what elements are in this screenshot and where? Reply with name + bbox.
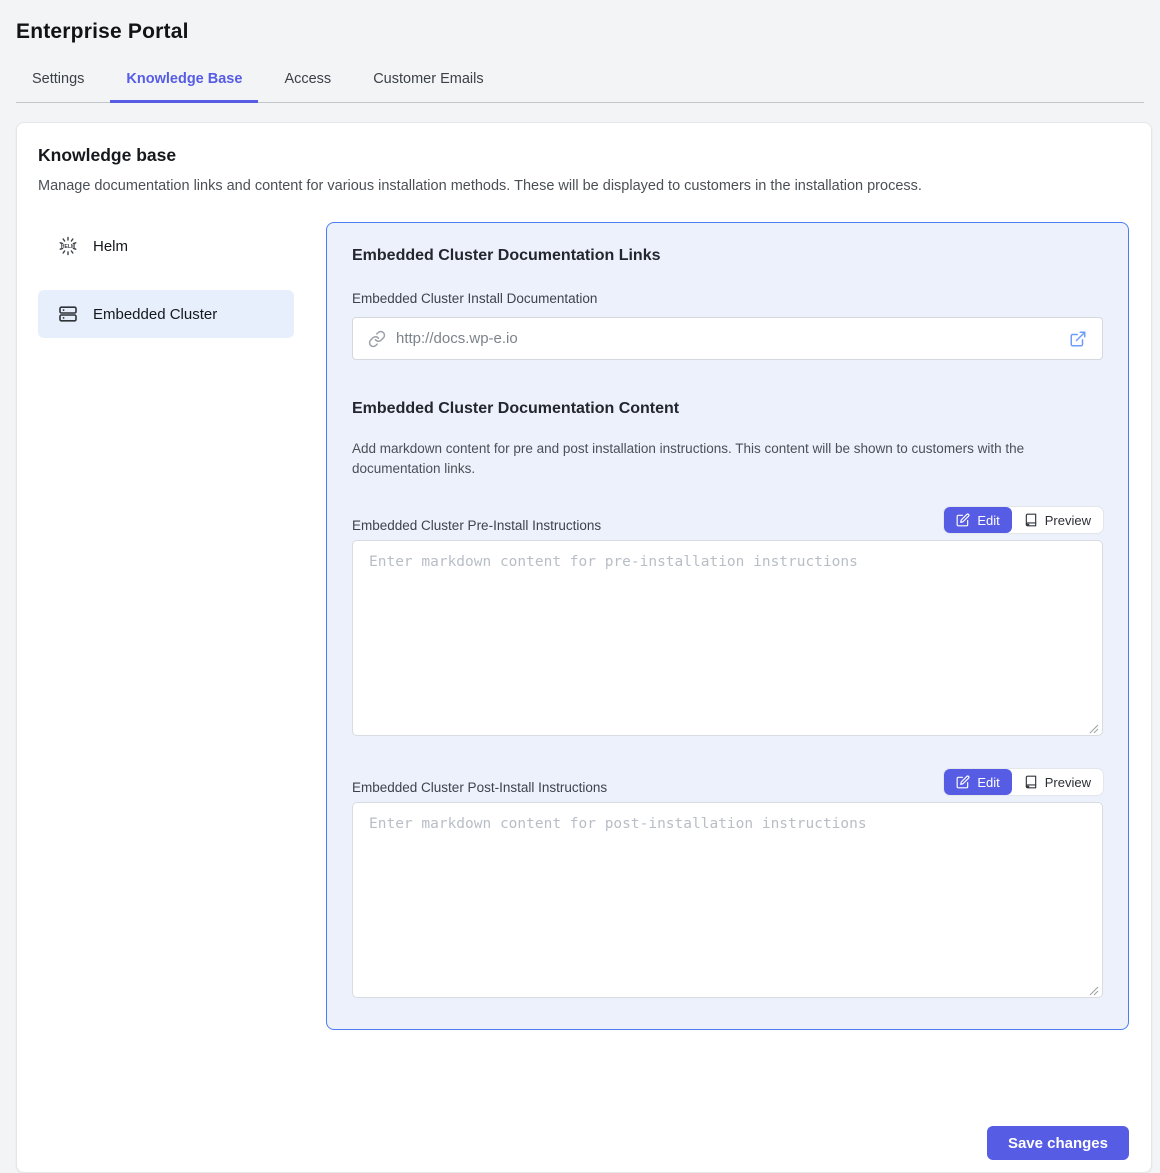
section-title: Knowledge base — [38, 145, 177, 165]
edit-icon — [956, 513, 970, 527]
sidebar-item-embedded-cluster[interactable] — [38, 290, 294, 338]
post-install-mode-toggle — [944, 769, 1103, 795]
pre-install-label: Embedded Cluster Pre-Install Instructions — [352, 518, 602, 533]
install-doc-label: Embedded Cluster Install Documentation — [352, 291, 598, 306]
edit-button[interactable]: Edit — [944, 507, 1011, 533]
book-icon — [1024, 775, 1038, 789]
save-button[interactable]: Save changes — [987, 1126, 1129, 1160]
pre-install-textarea[interactable] — [352, 540, 1103, 736]
documentation-links-title: Embedded Cluster Documentation Links — [352, 247, 661, 264]
section-description: Manage documentation links and content for various installation methods. These will be displayed to customers in the installation process. — [38, 178, 922, 194]
post-install-textarea[interactable] — [352, 802, 1103, 998]
svg-text:HELM: HELM — [60, 243, 76, 250]
tabbar — [16, 61, 1144, 103]
tab-customer-emails[interactable]: Customer Emails — [373, 71, 484, 87]
preview-button[interactable]: Preview — [1012, 507, 1103, 533]
edit-button[interactable]: Edit — [944, 769, 1011, 795]
page-title: Enterprise Portal — [16, 20, 189, 43]
pre-install-mode-toggle — [944, 507, 1103, 533]
install-method-nav — [38, 222, 294, 1030]
install-doc-url-input[interactable] — [396, 330, 1059, 347]
sidebar-item-label: Helm — [93, 237, 129, 255]
sidebar-item-helm[interactable] — [38, 222, 294, 270]
link-icon — [368, 330, 386, 348]
server-stack-icon — [58, 304, 78, 324]
helm-icon — [58, 236, 78, 256]
app-header — [0, 0, 1160, 44]
pre-install-block — [352, 507, 1103, 741]
documentation-content-section — [352, 400, 1103, 1003]
documentation-content-title: Embedded Cluster Documentation Content — [352, 400, 680, 417]
sidebar-item-label: Embedded Cluster — [93, 305, 218, 323]
book-icon — [1024, 513, 1038, 527]
embedded-cluster-panel — [326, 222, 1129, 1030]
external-link-icon[interactable] — [1069, 330, 1087, 348]
post-install-label: Embedded Cluster Post-Install Instructions — [352, 780, 608, 795]
documentation-links-section — [352, 247, 1103, 360]
content-row — [38, 222, 1129, 1030]
post-install-block — [352, 769, 1103, 1003]
tab-knowledge-base[interactable]: Knowledge Base — [110, 61, 258, 103]
knowledge-base-card — [16, 122, 1152, 1173]
preview-button[interactable]: Preview — [1012, 769, 1103, 795]
edit-icon — [956, 775, 970, 789]
card-footer — [38, 1126, 1129, 1162]
tab-settings[interactable]: Settings — [32, 71, 85, 87]
install-doc-field — [352, 317, 1103, 360]
tab-access[interactable]: Access — [284, 71, 332, 87]
documentation-content-description: Add markdown content for pre and post installation instructions. This content will be shown to customers with the documentation links. — [352, 441, 1025, 476]
